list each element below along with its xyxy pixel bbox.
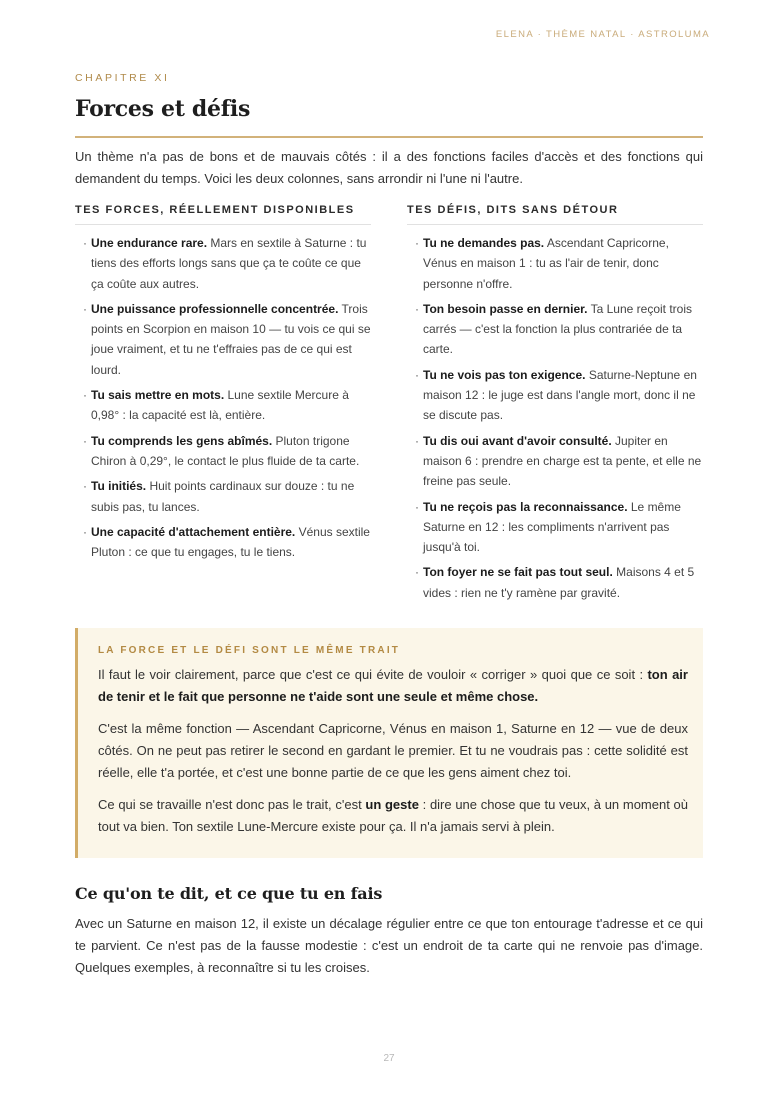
forces-item-text: Vénus sextile Pluton : ce que tu engages, tu le tiens. <box>91 524 370 560</box>
forces-item-title: Tu comprends les gens abîmés. <box>91 433 273 448</box>
bullet-icon: · <box>83 524 87 539</box>
page-number: 27 <box>383 1053 395 1064</box>
defis-item <box>415 299 703 360</box>
bullet-icon: · <box>83 479 87 494</box>
chapter-title: Forces et défis <box>75 96 251 122</box>
defis-item-text: Maisons 4 et 5 vides : rien ne t'y ramène par gravité. <box>423 565 695 600</box>
defis-list <box>407 233 703 603</box>
bullet-icon: · <box>415 236 419 250</box>
forces-item <box>83 522 371 563</box>
defis-heading: TES DÉFIS, DITS SANS DÉTOUR <box>407 204 703 225</box>
forces-item <box>83 233 371 294</box>
forces-item-title: Une capacité d'attachement entière. <box>91 524 296 539</box>
forces-item-text: Mars en sextile à Saturne : tu tiens des efforts longs sans que ça te coûte ce que ça coûte aux autres. <box>91 236 367 291</box>
defis-item <box>415 497 703 558</box>
callout-emphasis: ton air de tenir et le fait que personne ne t'aide sont une seule et même chose. <box>98 667 688 704</box>
chapter-label: CHAPITRE XI <box>75 72 170 84</box>
bullet-icon: · <box>415 433 419 448</box>
defis-item-title: Tu dis oui avant d'avoir consulté. <box>423 433 612 448</box>
forces-item-text: Pluton trigone Chiron à 0,29°, le contact le plus fluide de ta carte. <box>91 433 360 468</box>
defis-item <box>415 562 703 603</box>
defis-item <box>415 365 703 426</box>
defis-column <box>407 204 703 603</box>
forces-item-title: Tu sais mettre en mots. <box>91 388 225 403</box>
callout-paragraph <box>98 794 688 838</box>
title-divider <box>75 136 703 138</box>
forces-list <box>75 233 371 562</box>
bullet-icon: · <box>83 433 87 448</box>
forces-item-title: Une endurance rare. <box>91 236 208 250</box>
section-paragraph: Avec un Saturne en maison 12, il existe un décalage régulier entre ce que ton entourage t'adresse et ce qui te parvient. Ce n'est pas de la fausse modestie : c'est un endroit de ta carte qui ne renvoie pas d'image. Quelques exemples, à reconnaître si tu les croises. <box>75 916 703 975</box>
defis-item <box>415 431 703 492</box>
forces-item <box>83 431 371 472</box>
callout-paragraph: C'est la même fonction — Ascendant Capricorne, Vénus en maison 1, Saturne en 12 — vue de deux côtés. On ne peut pas retirer le second en gardant le premier. Et tu ne voudrais pas : cette solidité est réelle, elle t'a portée, et c'est une bonne partie de ce que les gens aiment chez toi. <box>98 721 688 780</box>
defis-item-title: Ton besoin passe en dernier. <box>423 301 588 316</box>
defis-item-text: Saturne-Neptune en maison 12 : le juge est dans l'angle mort, donc il ne se discute pas. <box>423 367 697 423</box>
bullet-icon: · <box>415 301 419 316</box>
forces-column <box>75 204 371 562</box>
defis-item-text: Ascendant Capricorne, Vénus en maison 1 : tu as l'air de tenir, donc personne n'offre. <box>423 236 669 291</box>
forces-item <box>83 385 371 426</box>
intro-paragraph: Un thème n'a pas de bons et de mauvais côtés : il a des fonctions faciles d'accès et des fonctions qui demandent du temps. Voici les deux colonnes, sans arrondir ni l'une ni l'autre. <box>75 149 703 186</box>
callout-label: LA FORCE ET LE DÉFI SONT LE MÊME TRAIT <box>98 645 401 656</box>
forces-item-text: Huit points cardinaux sur douze : tu ne subis pas, tu lances. <box>91 479 355 514</box>
defis-item-title: Tu ne reçois pas la reconnaissance. <box>423 499 628 514</box>
bullet-icon: · <box>415 367 419 382</box>
forces-item-title: Une puissance professionnelle concentrée. <box>91 301 339 316</box>
callout-paragraph <box>98 664 688 708</box>
defis-item-text: Ta Lune reçoit trois carrés — c'est la fonction la plus contrariée de ta carte. <box>423 301 693 357</box>
forces-item-text: Trois points en Scorpion en maison 10 — tu vois ce qui se joue vraiment, et tu ne t'effraies pas de ce qui est lourd. <box>91 301 371 377</box>
bullet-icon: · <box>415 499 419 514</box>
callout-text: Ce qui se travaille n'est donc pas le trait, c'est <box>98 797 366 812</box>
callout-box <box>75 628 703 858</box>
defis-item-title: Tu ne vois pas ton exigence. <box>423 367 586 382</box>
callout-text: : dire une chose que tu veux, à un moment où tout va bien. Ton sextile Lune-Mercure existe pour ça. Il n'a jamais servi à plein. <box>98 797 688 834</box>
defis-item-text: Jupiter en maison 6 : prendre en charge est ta pente, et elle ne freine pas seule. <box>423 433 702 489</box>
defis-item-text: Le même Saturne en 12 : les compliments n'arrivent pas jusqu'à toi. <box>423 499 681 555</box>
defis-item-title: Ton foyer ne se fait pas tout seul. <box>423 565 613 580</box>
callout-body <box>98 664 688 848</box>
bullet-icon: · <box>415 565 419 580</box>
bullet-icon: · <box>83 388 87 403</box>
callout-text: Il faut le voir clairement, parce que c'est ce qui évite de vouloir « corriger » quoi que ce soit : <box>98 667 648 682</box>
forces-item-text: Lune sextile Mercure à 0,98° : la capacité est là, entière. <box>91 388 349 423</box>
defis-item-title: Tu ne demandes pas. <box>423 236 545 250</box>
bullet-icon: · <box>83 301 87 316</box>
bullet-icon: · <box>83 236 87 250</box>
section-title: Ce qu'on te dit, et ce que tu en fais <box>75 884 383 903</box>
forces-item <box>83 299 371 380</box>
defis-item <box>415 233 703 294</box>
callout-emphasis: un geste <box>365 797 419 812</box>
forces-heading: TES FORCES, RÉELLEMENT DISPONIBLES <box>75 204 371 225</box>
forces-item <box>83 476 371 517</box>
forces-item-title: Tu initiés. <box>91 479 147 494</box>
running-header: ELENA · THÈME NATAL · ASTROLUMA <box>495 29 710 40</box>
